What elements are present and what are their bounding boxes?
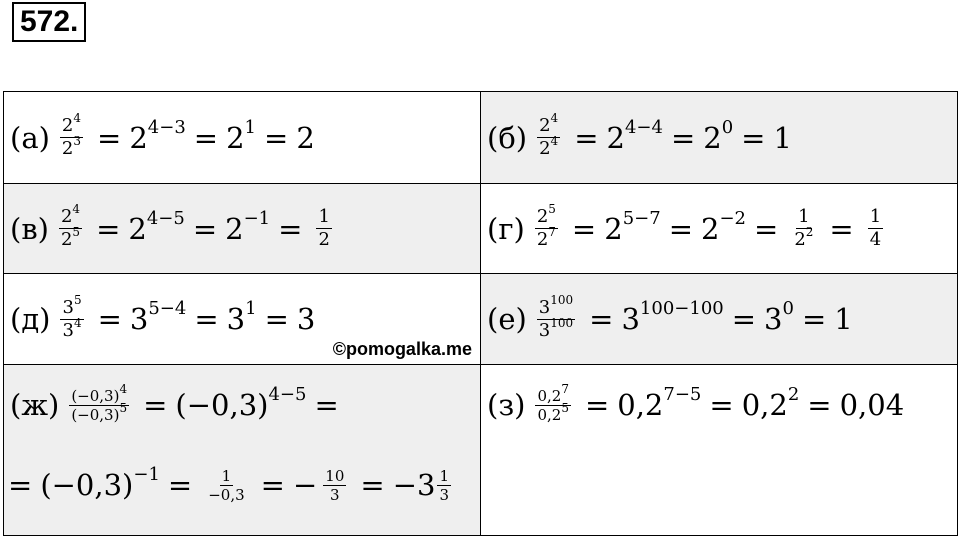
- fraction-v: $\frac{2^4}{2^5}$: [60, 202, 81, 250]
- cell-v: (в) $\frac{2^4}{2^5}$ = $2^{4-5}$ = $2^{-1}$ = $\frac{1}{2}$: [4, 184, 481, 274]
- fraction-g2: $\frac{1}{2^2}$: [794, 206, 814, 250]
- fraction-zh3: $\frac{10}{3}$: [325, 466, 345, 504]
- result-fraction-g: $\frac{1}{4}$: [869, 206, 882, 250]
- cell-zh: (ж) $\frac{(-0,3)^4}{(-0,3)^5}$ = $(-0,3)^{4-5}$ = = $(-0,3)^{-1}$ = $\frac{1}{-0,3}$ = − $\frac{10}{3}$ = −3 $\frac{1}{3}$: [4, 365, 481, 536]
- fraction-b: $\frac{2^4}{2^4}$: [539, 111, 559, 159]
- power-a1: $2^{4-3}$: [129, 116, 186, 155]
- result-d: 3: [296, 302, 316, 336]
- power-d2: $3^1$: [226, 298, 257, 336]
- power-v2: $2^{-1}$: [225, 207, 271, 246]
- label-z: (з): [487, 388, 526, 422]
- power-b2: $2^0$: [703, 116, 734, 155]
- cell-b: (б) $\frac{2^4}{2^4}$ = $2^{4-4}$ = $2^0$ = 1: [481, 92, 958, 184]
- label-b: (б): [487, 120, 528, 155]
- result-b: 1: [773, 120, 792, 155]
- power-z1: $0,2^{7-5}$: [617, 384, 702, 422]
- cell-d: (д) $\frac{3^5}{3^4}$ = $3^{5-4}$ = $3^1$ = 3 ©pomogalka.me: [4, 274, 481, 365]
- cell-a: (а) $\frac{2^4}{2^3}$ = $2^{4-3}$ = $2^1$ = 2: [4, 92, 481, 184]
- label-g: (г): [487, 211, 525, 246]
- fraction-g: $\frac{2^5}{2^7}$: [536, 202, 556, 250]
- cell-g: (г) $\frac{2^5}{2^7}$ = $2^{5-7}$ = $2^{-2}$ = $\frac{1}{2^2}$ = $\frac{1}{4}$: [481, 184, 958, 274]
- result-e: 1: [834, 302, 853, 336]
- label-d: (д): [10, 302, 51, 336]
- power-z2: $0,2^2$: [741, 384, 800, 422]
- power-zh2: $(-0,3)^{-1}$: [40, 464, 160, 502]
- fraction-zh: $\frac{(-0,3)^4}{(-0,3)^5}$: [71, 381, 128, 424]
- fraction-z: $\frac{0,2^7}{0,2^5}$: [537, 381, 569, 424]
- result-z: 0,04: [839, 388, 905, 422]
- result-a: 2: [296, 120, 315, 155]
- task-number: 572.: [12, 2, 86, 42]
- power-e1: $3^{100-100}$: [621, 298, 724, 336]
- label-v: (в): [10, 211, 49, 246]
- power-g2: $2^{-2}$: [701, 207, 746, 246]
- result-fraction-v: $\frac{1}{2}$: [318, 206, 330, 250]
- power-e2: $3^0$: [764, 298, 794, 336]
- fraction-a: $\frac{2^4}{2^3}$: [61, 111, 82, 159]
- label-e: (е): [487, 302, 527, 336]
- label-zh: (ж): [10, 388, 60, 422]
- fraction-zh2: $\frac{1}{-0,3}$: [208, 466, 245, 504]
- power-v1: $2^{4-5}$: [128, 207, 185, 246]
- solutions-table: [3, 91, 958, 536]
- fraction-e: $\frac{3^{100}}{3^{100}}$: [538, 292, 574, 341]
- cell-z: (з) $\frac{0,2^7}{0,2^5}$ = $0,2^{7-5}$ = $0,2^2$ = 0,04: [481, 365, 958, 536]
- fraction-d: $\frac{3^5}{3^4}$: [62, 292, 82, 341]
- power-g1: $2^{5-7}$: [604, 207, 661, 246]
- watermark: ©pomogalka.me: [332, 339, 472, 359]
- power-d1: $3^{5-4}$: [129, 298, 187, 336]
- power-zh1: $(-0,3)^{4-5}$: [175, 384, 307, 422]
- result-mixed-zh: −3 $\frac{1}{3}$: [392, 466, 449, 504]
- cell-e: (е) $\frac{3^{100}}{3^{100}}$ = $3^{100-100}$ = $3^0$ = 1: [481, 274, 958, 365]
- label-a: (а): [10, 120, 50, 155]
- power-b1: $2^{4-4}$: [606, 116, 663, 155]
- power-a2: $2^1$: [226, 116, 256, 155]
